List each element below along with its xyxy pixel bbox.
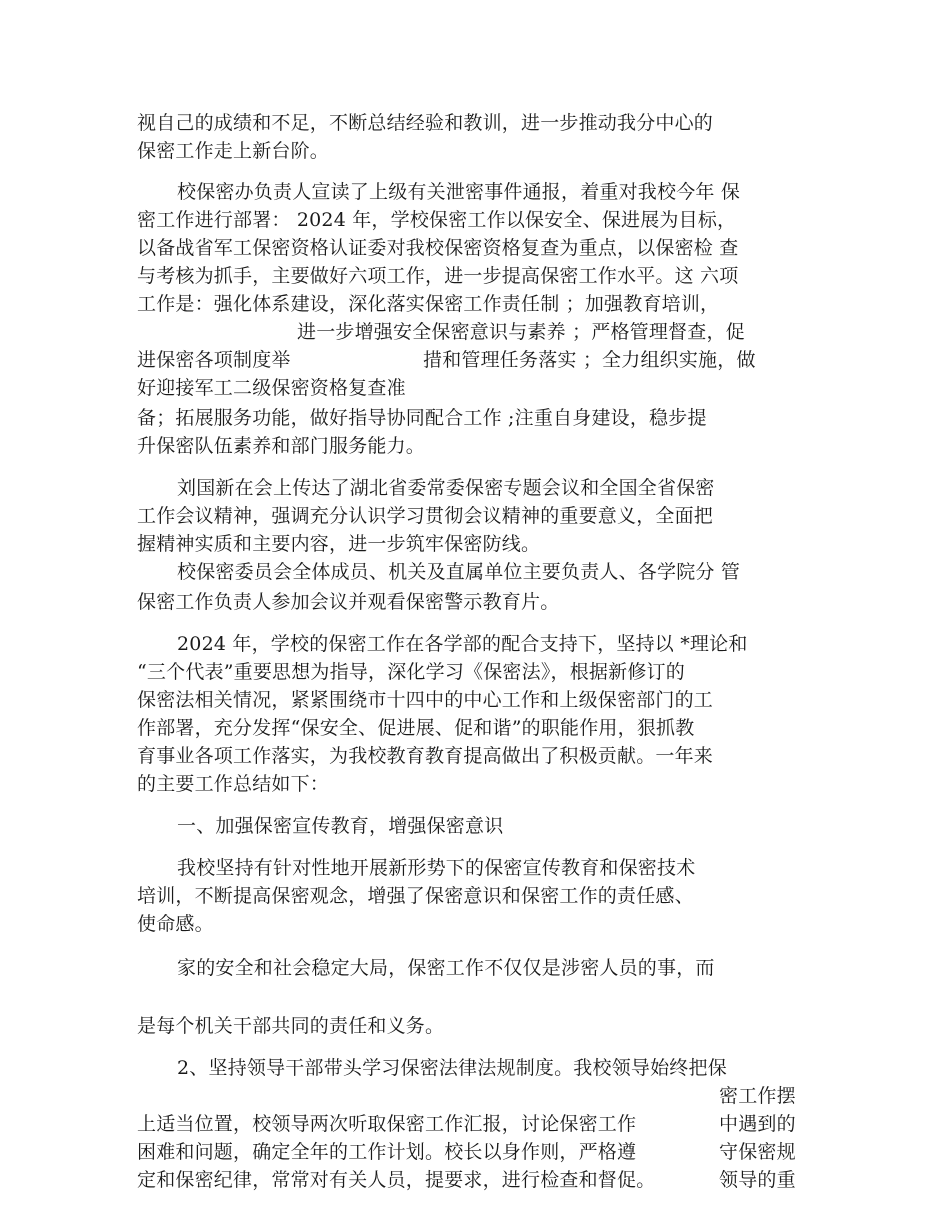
text-line: 以备战省军工保密资格认证委对我校保密资格复查为重点，以保密检 查: [137, 237, 739, 259]
text-line: 是每个机关干部共同的责任和义务。: [137, 1015, 445, 1037]
text-line: 与考核为抓手，主要做好六项工作，进一步提高保密工作水平。这 六项: [137, 265, 739, 287]
text-line: 2、坚持领导干部带头学习保密法律法规制度。我校领导始终把保: [177, 1057, 727, 1079]
text-line: 作部署，充分发挥“保安全、促进展、促和谐”的职能作用，狠抓教: [137, 717, 695, 739]
text-line: 校保密办负责人宣读了上级有关泄密事件通报，着重对我校今年 保: [177, 181, 741, 203]
text-line: “三个代表”重要思想为指导，深化学习《保密法》，根据新修订的: [137, 661, 685, 683]
text-line: 困难和问题，确定全年的工作计划。校长以身作则，严格遵: [137, 1141, 637, 1163]
text-line: 领导的重: [719, 1169, 796, 1191]
text-line: 使命感。: [137, 913, 214, 935]
text-line: 培训，不断提高保密观念，增强了保密意识和保密工作的责任感、: [137, 885, 694, 907]
text-line: 守保密规: [719, 1141, 796, 1163]
text-line: 家的安全和社会稳定大局，保密工作不仅仅是涉密人员的事，而: [177, 957, 715, 979]
text-line: 校保密委员会全体成员、机关及直属单位主要负责人、各学院分 管: [177, 561, 741, 583]
text-line: 密工作摆: [719, 1085, 796, 1107]
section-heading: 一、加强保密宣传教育，增强保密意识: [177, 815, 504, 837]
text-line: 措和管理任务落实 ；全力组织实施，做: [423, 349, 756, 371]
text-line: 2024 年，学校的保密工作在各学部的配合支持下，坚持以 *理论和: [177, 633, 748, 655]
text-line: 好迎接军工二级保密资格复查准: [137, 377, 406, 399]
text-line: 握精神实质和主要内容，进一步筑牢保密防线。: [137, 533, 541, 555]
text-line: 我校坚持有针对性地开展新形势下的保密宣传教育和保密技术: [177, 857, 696, 879]
text-line: 升保密队伍素养和部门服务能力。: [137, 435, 426, 457]
text-line: 工作是：强化体系建设，深化落实保密工作责任制 ；加强教育培训，: [137, 293, 720, 315]
text-line: 视自己的成绩和不足，不断总结经验和教训，进一步推动我分中心的: [137, 112, 714, 134]
text-line: 保密工作负责人参加会议并观看保密警示教育片。: [137, 591, 560, 613]
text-line: 工作会议精神，强调充分认识学习贯彻会议精神的重要意义，全面把: [137, 505, 714, 527]
text-line: 进一步增强安全保密意识与素养 ；严格管理督查，促: [297, 321, 745, 343]
text-line: 中遇到的: [719, 1113, 796, 1135]
text-line: 刘国新在会上传达了湖北省委常委保密专题会议和全国全省保密: [177, 477, 715, 499]
text-line: 密工作进行部署： 2024 年，学校保密工作以保安全、保进展为目标，: [137, 209, 737, 231]
text-line: 保密工作走上新台阶。: [137, 140, 330, 162]
text-line: 备；拓展服务功能，做好指导协同配合工作 ;注重自身建设，稳步提: [137, 407, 707, 429]
text-line: 保密法相关情况，紧紧围绕市十四中的中心工作和上级保密部门的工: [137, 689, 714, 711]
text-line: 进保密各项制度举: [137, 349, 291, 371]
text-line: 定和保密纪律，常常对有关人员，提要求，进行检查和督促。: [137, 1169, 656, 1191]
text-line: 育事业各项工作落实，为我校教育教育提高做出了积极贡献。一年来: [137, 745, 714, 767]
text-line: 的主要工作总结如下：: [137, 773, 330, 795]
text-line: 上适当位置，校领导两次听取保密工作汇报，讨论保密工作: [137, 1113, 637, 1135]
